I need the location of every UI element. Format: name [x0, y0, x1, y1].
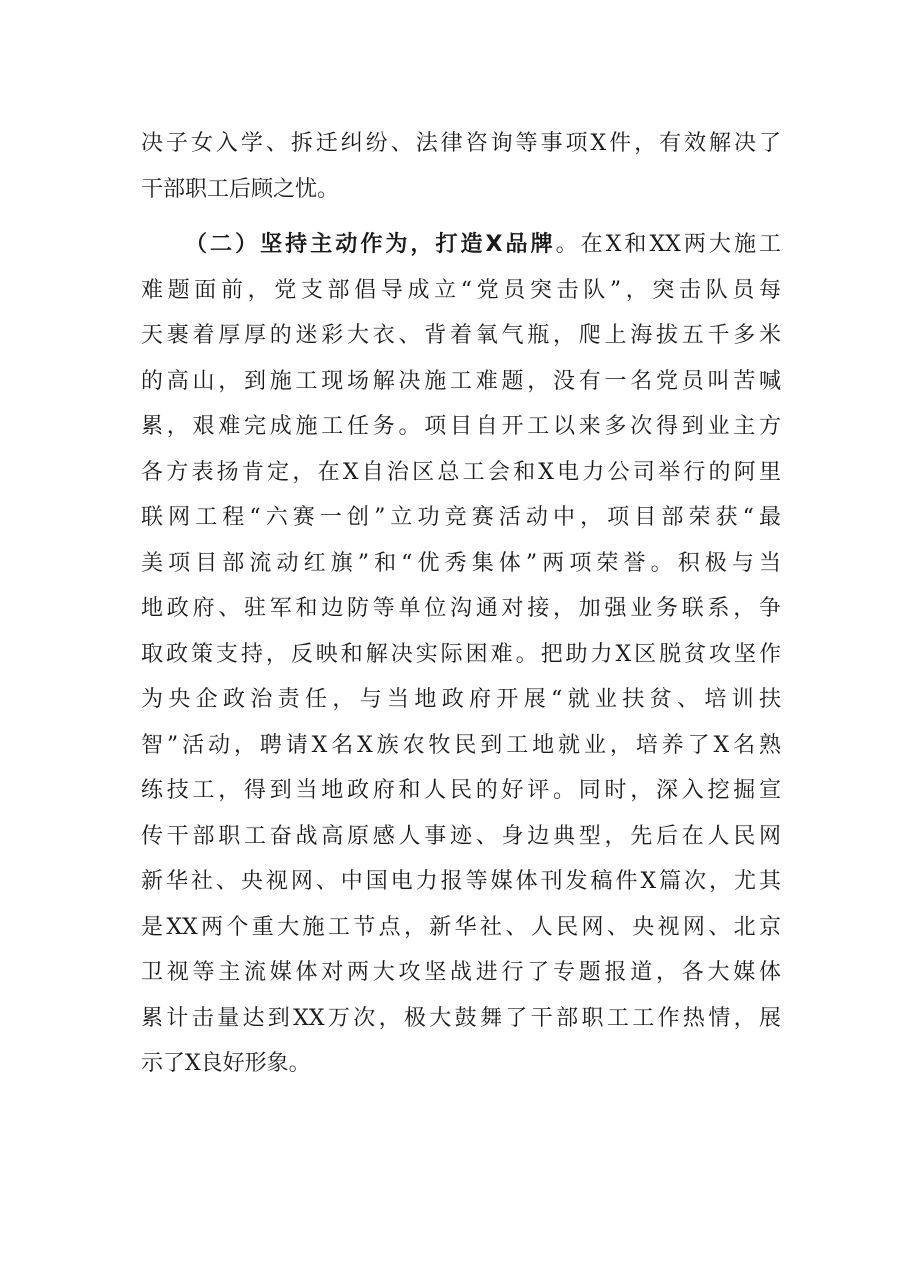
paragraph-line: 新华社、央视网、中国电力报等媒体刊发稿件X篇次，尤其 [141, 869, 781, 894]
section-heading: （二）坚持主动作为，打造X品牌 [185, 232, 556, 257]
paragraph-line: 美项目部流动红旗”和“优秀集体”两项荣誉。积极与当 [141, 550, 781, 576]
paragraph-line: 联网工程“六赛一创”立功竞赛活动中，项目部荣获“最 [141, 505, 781, 530]
paragraph-line: 各方表扬肯定，在X自治区总工会和X电力公司举行的阿里 [141, 459, 781, 485]
paragraph-line: 难题面前，党支部倡导成立“党员突击队”，突击队员每 [141, 277, 781, 303]
paragraph-line: 智”活动，聘请X名X族农牧民到工地就业，培养了X名熟 [141, 732, 781, 758]
paragraph-line: 累，艰难完成施工任务。项目自开工以来多次得到业主方 [141, 414, 781, 439]
paragraph-line: 地政府、驻军和边防等单位沟通对接，加强业务联系，争 [141, 596, 781, 621]
paragraph-line: 的高山，到施工现场解决施工难题，没有一名党员叫苦喊 [141, 368, 781, 394]
document-body [141, 121, 781, 1087]
paragraph-line: 干部职工后顾之忧。 [141, 176, 340, 202]
paragraph-line: 取政策支持，反映和解决实际困难。把助力X区脱贫攻坚作 [141, 641, 781, 667]
paragraph-line: 是XX两个重大施工节点，新华社、人民网、央视网、北京 [141, 914, 781, 940]
paragraph-line: 为央企政治责任，与当地政府开展“就业扶贫、培训扶 [141, 687, 781, 712]
paragraph-line: 累计击量达到XX万次，极大鼓舞了干部职工工作热情，展 [141, 1005, 781, 1031]
paragraph-line: 传干部职工奋战高原感人事迹、身边典型，先后在人民网 [141, 823, 781, 849]
section-first-line-text: 。在X和XX两大施工 [555, 232, 781, 257]
paragraph-line: 天裹着厚厚的迷彩大衣、背着氧气瓶，爬上海拔五千多米 [141, 323, 781, 348]
section-first-line [141, 222, 781, 268]
paragraph-line: 卫视等主流媒体对两大攻坚战进行了专题报道，各大媒体 [141, 960, 781, 985]
paragraph-line: 决子女入学、拆迁纠纷、法律咨询等事项X件，有效解决了 [141, 131, 781, 156]
paragraph-line: 练技工，得到当地政府和人民的好评。同时，深入挖掘宣 [141, 778, 781, 803]
paragraph-line: 示了X良好形象。 [141, 1051, 311, 1076]
